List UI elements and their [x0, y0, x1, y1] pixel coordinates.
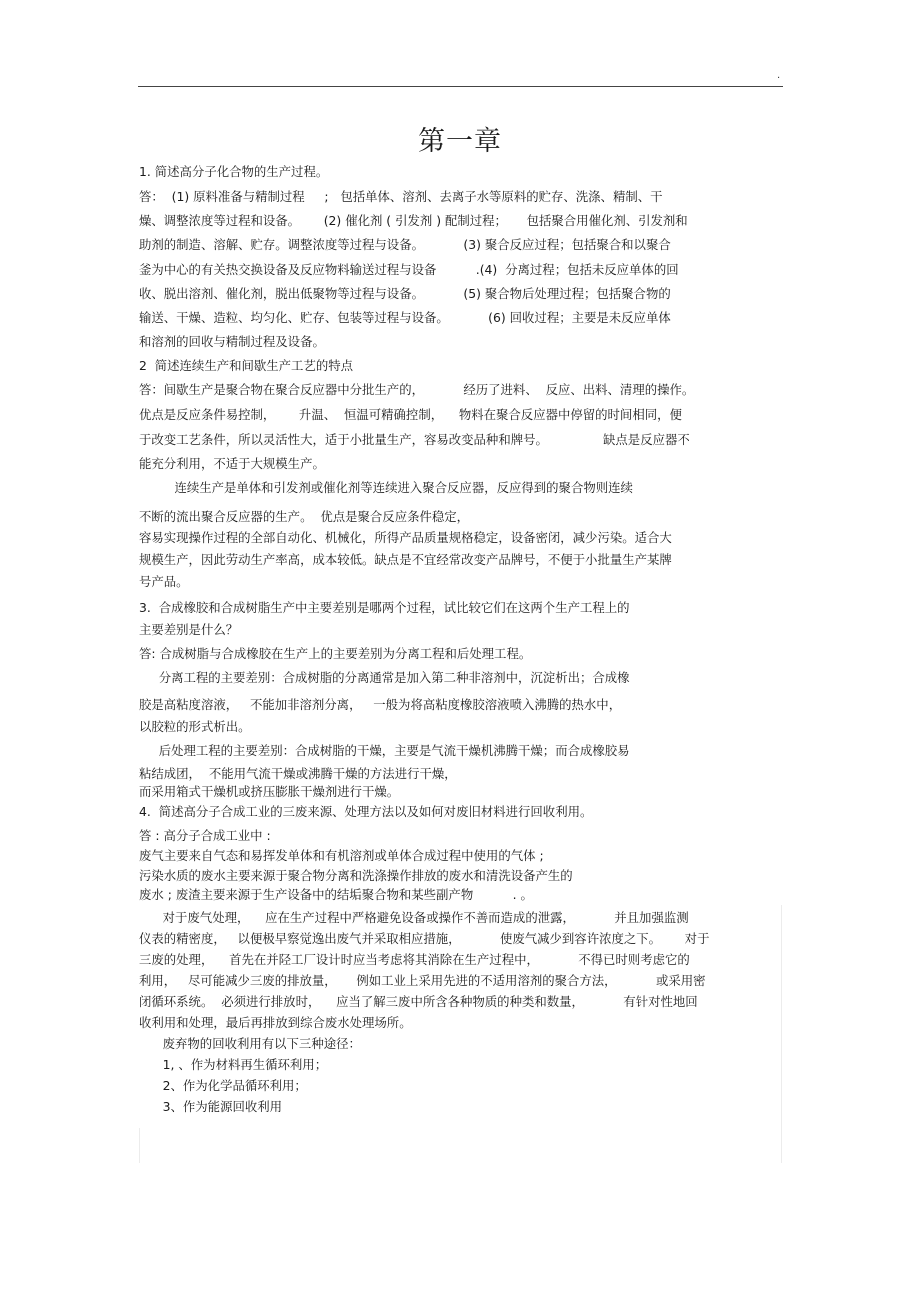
text-line: 助剂的制造、溶解、贮存。调整浓度等过程与设备。 (3) 聚合反应过程；包括聚合和以聚合: [139, 237, 671, 252]
text-line: 仪表的精密度， 以便极早察觉逸出废气并采取相应措施， 使废气减少到容许浓度之下。 对于: [139, 931, 710, 946]
text-line: 燥、调整浓度等过程和设备。 (2) 催化剂 ( 引发剂 ) 配制过程； 包括聚合用催化剂、引发剂和: [139, 213, 688, 228]
text-line: 答： (1) 原料准备与精制过程 ; 包括单体、溶剂、去离子水等原料的贮存、洗涤、精制、干: [139, 189, 663, 204]
text-line: 污染水质的废水主要来源于聚合物分离和洗涤操作排放的废水和清洗设备产生的: [139, 868, 573, 883]
text-line: 不断的流出聚合反应器的生产。 优点是聚合反应条件稳定，: [139, 509, 470, 524]
text-line: 收利用和处理，最后再排放到综合废水处理场所。: [139, 1015, 412, 1030]
text-line: 以胶粒的形式析出。: [139, 719, 251, 734]
text-line: 收、脱出溶剂、催化剂，脱出低聚物等过程与设备。 (5) 聚合物后处理过程；包括聚合物的: [139, 286, 671, 301]
text-line: 而采用箱式干燥机或挤压膨胀干燥剂进行干燥。: [139, 784, 400, 799]
text-line: 三废的处理， 首先在并陉工厂设计时应当考虑将其消除在生产过程中， 不得已时则考虑它的: [139, 952, 690, 967]
text-line: 胶是高粘度溶液， 不能加非溶剂分离， 一般为将高粘度橡胶溶液喷入沸腾的热水中，: [139, 697, 622, 712]
text-line: 闭循环系统。 必须进行排放时， 应当了解三废中所含各种物质的种类和数量， 有针对性地回: [139, 994, 698, 1009]
text-line: 2 简述连续生产和间歇生产工艺的特点: [139, 358, 354, 373]
header-rule: [138, 86, 783, 87]
chapter-title: 第一章: [418, 126, 502, 157]
text-line: 答：间歇生产是聚合物在聚合反应器中分批生产的， 经历了进料、 反应、出料、清理的操作。: [139, 382, 695, 397]
text-line: 连续生产是单体和引发剂或催化剂等连续进入聚合反应器，反应得到的聚合物则连续: [139, 480, 633, 495]
text-line: 利用， 尽可能减少三废的排放量， 例如工业上采用先进的不适用溶剂的聚合方法， 或采用密: [139, 973, 706, 988]
text-line: 废弃物的回收利用有以下三种途径：: [139, 1036, 361, 1051]
text-line: 后处理工程的主要差别：合成树脂的干燥，主要是气流干燥机沸腾干燥；而合成橡胶易: [139, 743, 630, 758]
text-line: 2、作为化学品循环利用；: [139, 1078, 307, 1093]
text-line: 于改变工艺条件，所以灵活性大，适于小批量生产，容易改变品种和牌号。 缺点是反应器不: [139, 432, 690, 447]
page-edge-left: [139, 1128, 140, 1163]
text-line: 优点是反应条件易控制， 升温、 恒温可精确控制， 物料在聚合反应器中停留的时间相同，便: [139, 407, 682, 422]
text-line: 号产品。: [139, 574, 189, 589]
text-line: 废水 ; 废渣主要来源于生产设备中的结垢聚合物和某些副产物 . 。: [139, 887, 533, 902]
text-line: 1. 简述高分子化合物的生产过程。: [139, 164, 329, 179]
text-line: 输送、干燥、造粒、均匀化、贮存、包装等过程与设备。 (6) 回收过程；主要是未反应单体: [139, 310, 671, 325]
text-line: 答: 合成树脂与合成橡胶在生产上的主要差别为分离工程和后处理工程。: [139, 646, 532, 661]
text-line: 3、作为能源回收利用: [139, 1099, 283, 1114]
page-edge-right: [781, 905, 782, 1163]
text-line: 3. 合成橡胶和合成树脂生产中主要差别是哪两个过程，试比较它们在这两个生产工程上的: [139, 600, 630, 615]
text-line: 釜为中心的有关热交换设备及反应物料输送过程与设备 .(4) 分离过程；包括未反应单体的回: [139, 262, 679, 277]
text-line: 主要差别是什么？: [139, 622, 239, 637]
text-line: 容易实现操作过程的全部自动化、机械化，所得产品质量规格稳定，设备密闭，减少污染。适合大: [139, 530, 672, 545]
text-line: 答 : 高分子合成工业中 :: [139, 828, 271, 843]
text-line: 1, 、作为材料再生循环利用；: [139, 1057, 328, 1072]
text-line: 能充分利用，不适于大规模生产。: [139, 456, 325, 471]
text-line: 分离工程的主要差别：合成树脂的分离通常是加入第二种非溶剂中，沉淀析出；合成橡: [139, 670, 630, 685]
text-line: 4. 简述高分子合成工业的三废来源、处理方法以及如何对废旧材料进行回收利用。: [139, 804, 593, 819]
text-line: 粘结成团， 不能用气流干燥或沸腾干燥的方法进行干燥，: [139, 766, 457, 781]
text-line: 对于废气处理， 应在生产过程中严格避免设备或操作不善而造成的泄露， 并且加强监测: [139, 910, 689, 925]
text-line: 废气主要来自气态和易挥发单体和有机溶剂或单体合成过程中使用的气体 ;: [139, 848, 544, 863]
corner-mark: .: [777, 70, 781, 81]
text-line: 和溶剂的回收与精制过程及设备。: [139, 334, 325, 349]
text-line: 规模生产，因此劳动生产率高，成本较低。缺点是不宜经常改变产品牌号，不便于小批量生产某牌: [139, 552, 672, 567]
